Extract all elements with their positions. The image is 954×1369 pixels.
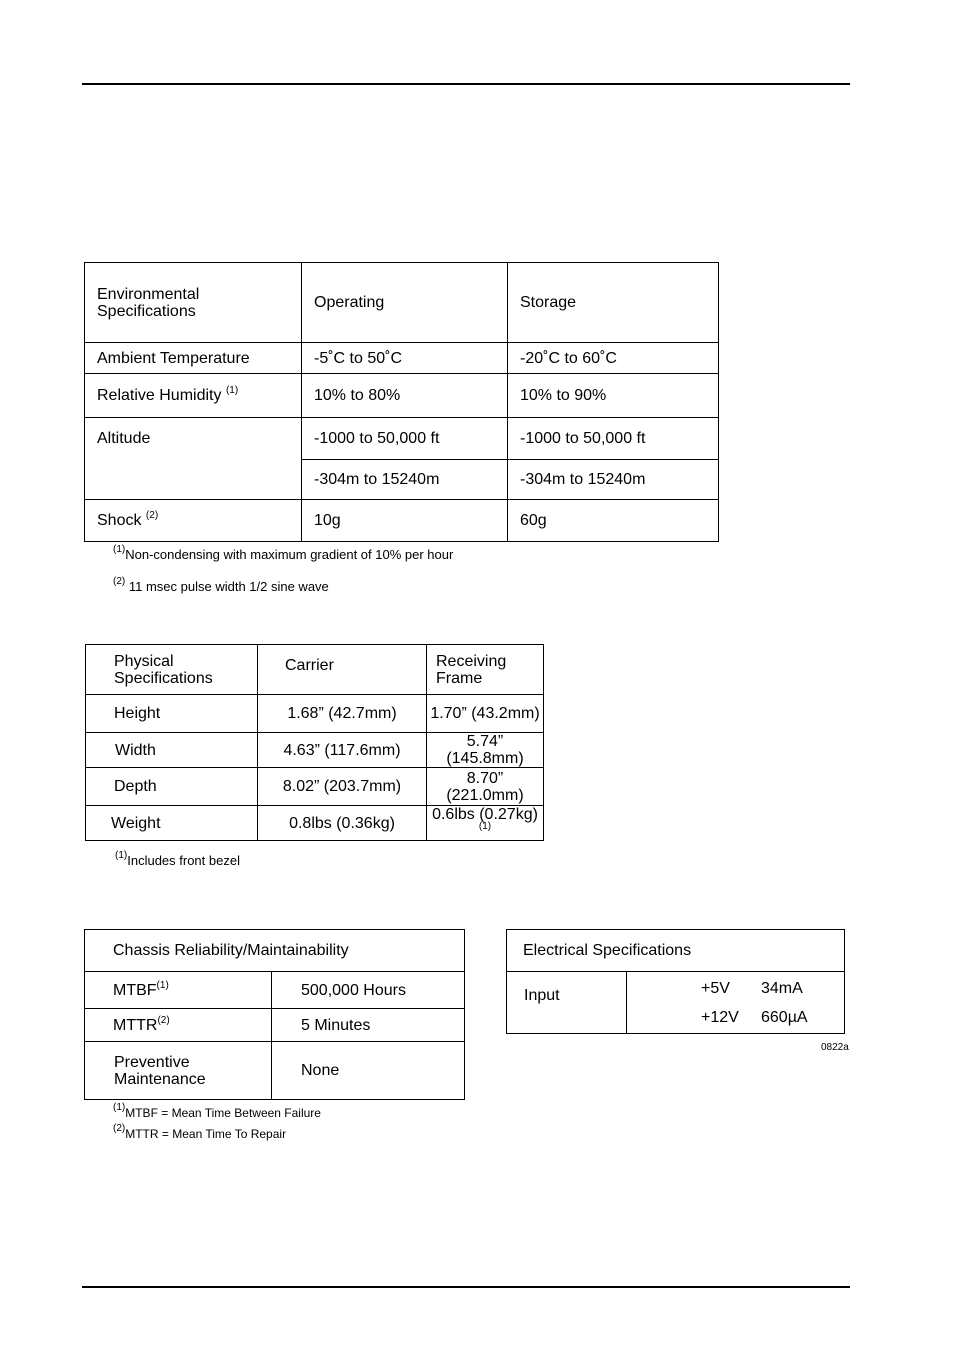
- row-label-text: MTBF: [113, 981, 157, 999]
- row-label-text: Relative Humidity: [97, 387, 222, 404]
- env-header-operating: Operating: [302, 263, 508, 343]
- footnote: [113, 1102, 321, 1120]
- row-label: Ambient Temperature: [85, 343, 302, 374]
- cell-storage: 60g: [508, 500, 719, 542]
- row-label: [85, 1009, 272, 1042]
- cell-value: 500,000 Hours: [272, 972, 465, 1009]
- footnote-marker: (1): [115, 850, 128, 861]
- table-row: [85, 972, 465, 1009]
- footnote-marker: (2): [113, 1123, 126, 1134]
- phys-header-label: Physical Specifications: [86, 645, 258, 695]
- footnote-marker: (1): [225, 385, 239, 396]
- voltage: +5V: [701, 979, 730, 997]
- cell-carrier: 0.8lbs (0.36kg): [258, 806, 427, 841]
- cell-frame: [427, 806, 544, 841]
- cell-storage: -1000 to 50,000 ft: [508, 418, 719, 460]
- electrical-title: Electrical Specifications: [507, 930, 845, 972]
- physical-spec-table: [85, 644, 544, 841]
- cell-frame: 1.70” (43.2mm): [427, 695, 544, 733]
- cell-value: 5 Minutes: [272, 1009, 465, 1042]
- cell-operating: -1000 to 50,000 ft: [302, 418, 508, 460]
- cell-storage: 10% to 90%: [508, 374, 719, 418]
- cell-carrier: 4.63” (117.6mm): [258, 733, 427, 768]
- footnote: [115, 850, 240, 868]
- row-label: [85, 374, 302, 418]
- cell-frame-text: 0.6lbs (0.27kg): [432, 806, 538, 823]
- row-label: Altitude: [85, 418, 302, 500]
- electrical-spec-table: [506, 929, 845, 1034]
- cell-storage: -20˚C to 60˚C: [508, 343, 719, 374]
- row-label: Input: [507, 972, 627, 1034]
- row-label: Width: [86, 733, 258, 768]
- chassis-title: Chassis Reliability/Maintainability: [85, 930, 465, 972]
- footnote-text: MTBF = Mean Time Between Failure: [125, 1106, 321, 1120]
- voltage: +12V: [701, 1008, 739, 1026]
- current: 34mA: [761, 979, 803, 997]
- chassis-reliability-table: [84, 929, 465, 1100]
- cell-values: [627, 972, 845, 1034]
- table-row: [85, 374, 719, 418]
- table-row: [86, 695, 544, 733]
- table-row: [85, 500, 719, 542]
- cell-operating: -5˚C to 50˚C: [302, 343, 508, 374]
- footnote-marker: (1): [478, 821, 492, 832]
- footnote-text: Includes front bezel: [127, 853, 240, 868]
- table-row: [86, 768, 544, 806]
- phys-header-carrier: Carrier: [258, 645, 427, 695]
- footnote-marker: (1): [113, 544, 126, 555]
- cell-storage: -304m to 15240m: [508, 460, 719, 500]
- row-label-text: MTTR: [113, 1016, 158, 1034]
- row-label: Height: [86, 695, 258, 733]
- footnote-text: MTTR = Mean Time To Repair: [125, 1127, 287, 1141]
- footnote-marker: (2): [145, 510, 159, 521]
- environmental-spec-table: [84, 262, 719, 542]
- footnote: [113, 544, 454, 562]
- row-label: [85, 500, 302, 542]
- phys-header-frame: Receiving Frame: [427, 645, 544, 695]
- env-header-storage: Storage: [508, 263, 719, 343]
- row-label: [85, 972, 272, 1009]
- cell-operating: 10% to 80%: [302, 374, 508, 418]
- row-label-text: Shock: [97, 512, 142, 529]
- cell-value: None: [272, 1042, 465, 1100]
- footnote: [113, 576, 329, 594]
- table-row: [85, 343, 719, 374]
- cell-carrier: 8.02” (203.7mm): [258, 768, 427, 806]
- footnote-marker: (2): [113, 576, 126, 587]
- table-row: [85, 1009, 465, 1042]
- footnote-marker: (2): [157, 1014, 170, 1026]
- cell-frame: 5.74” (145.8mm): [427, 733, 544, 768]
- footer-rule: [82, 1286, 850, 1288]
- current: 660µA: [761, 1008, 808, 1026]
- row-label: [85, 1042, 272, 1100]
- footnote-text: Non-condensing with maximum gradient of 10% per hour: [125, 547, 454, 562]
- cell-operating: 10g: [302, 500, 508, 542]
- power-line: [701, 974, 844, 1003]
- cell-operating: -304m to 15240m: [302, 460, 508, 500]
- cell-frame: 8.70” (221.0mm): [427, 768, 544, 806]
- header-rule: [82, 83, 850, 85]
- table-row: [507, 972, 845, 1034]
- row-label: Weight: [86, 806, 258, 841]
- table-row: [86, 733, 544, 768]
- power-line: [701, 1003, 844, 1032]
- figure-code: 0822a: [821, 1042, 849, 1053]
- row-label-text: Preventive Maintenance: [114, 1053, 206, 1088]
- env-header-label: Environmental Specifications: [85, 263, 302, 343]
- table-row: [86, 806, 544, 841]
- row-label: Depth: [86, 768, 258, 806]
- footnote-marker: (1): [156, 979, 169, 991]
- footnote-text: 11 msec pulse width 1/2 sine wave: [128, 579, 329, 594]
- footnote: [113, 1123, 287, 1141]
- table-row: [85, 1042, 465, 1100]
- cell-carrier: 1.68” (42.7mm): [258, 695, 427, 733]
- footnote-marker: (1): [113, 1102, 126, 1113]
- table-row: [85, 418, 719, 460]
